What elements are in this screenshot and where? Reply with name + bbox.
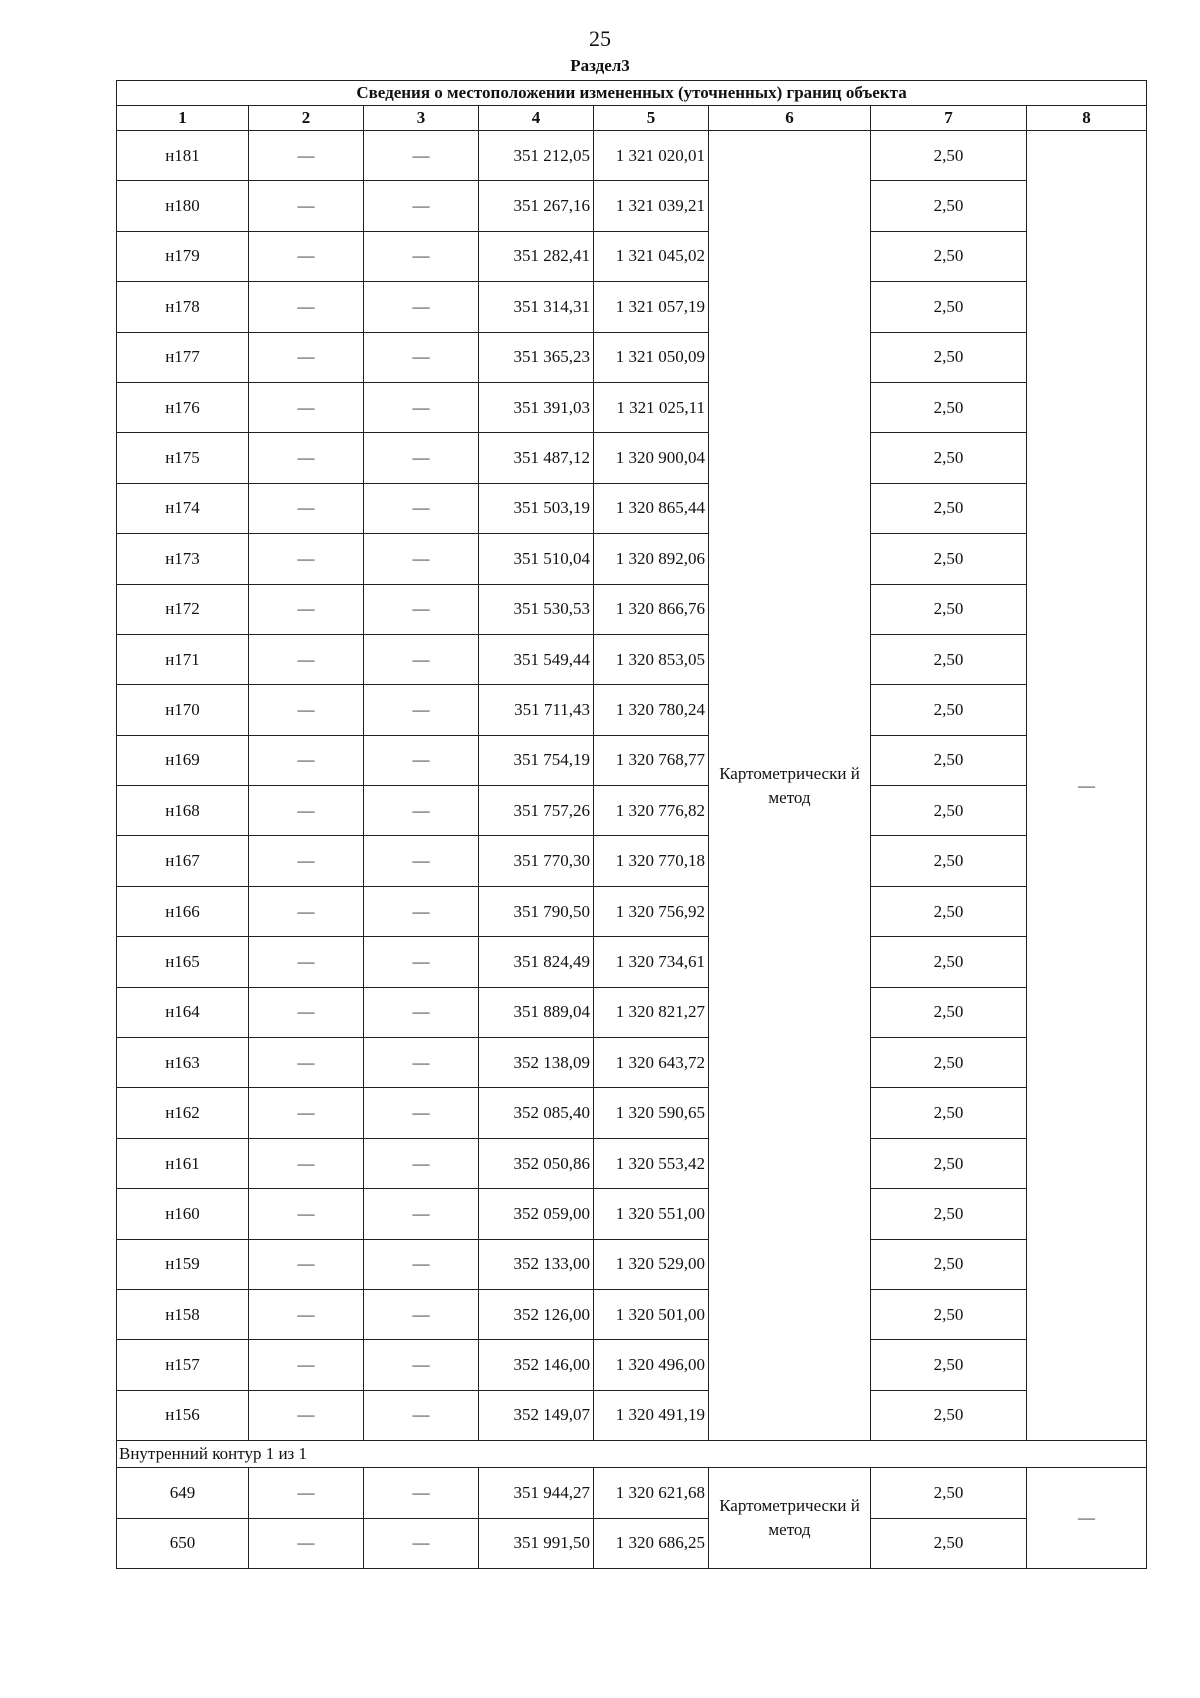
point-number-cell: н176: [117, 382, 249, 432]
point-number-cell: н167: [117, 836, 249, 886]
dash-cell: —: [249, 1340, 364, 1390]
boundary-table-container: [116, 80, 1146, 1569]
table-row: [117, 282, 1147, 332]
accuracy-cell: 2,50: [871, 231, 1027, 281]
y-coordinate-cell: 1 320 496,00: [594, 1340, 709, 1390]
dash-cell: —: [364, 332, 479, 382]
dash-cell: —: [249, 886, 364, 936]
dash-cell: —: [249, 836, 364, 886]
x-coordinate-cell: 351 282,41: [479, 231, 594, 281]
x-coordinate-cell: 351 790,50: [479, 886, 594, 936]
point-number-cell: н164: [117, 987, 249, 1037]
y-coordinate-cell: 1 321 057,19: [594, 282, 709, 332]
accuracy-cell: 2,50: [871, 634, 1027, 684]
table-row: [117, 332, 1147, 382]
point-number-cell: н165: [117, 937, 249, 987]
dash-cell: —: [249, 735, 364, 785]
method-cell: Картометрически й метод: [709, 131, 871, 1441]
accuracy-cell: 2,50: [871, 685, 1027, 735]
table-row: [117, 1468, 1147, 1518]
dash-cell: —: [249, 433, 364, 483]
dash-cell: —: [364, 231, 479, 281]
x-coordinate-cell: 352 085,40: [479, 1088, 594, 1138]
dash-cell: —: [249, 181, 364, 231]
accuracy-cell: 2,50: [871, 181, 1027, 231]
x-coordinate-cell: 351 212,05: [479, 131, 594, 181]
x-coordinate-cell: 351 503,19: [479, 483, 594, 533]
dash-cell: —: [364, 735, 479, 785]
x-coordinate-cell: 352 149,07: [479, 1390, 594, 1440]
y-coordinate-cell: 1 320 780,24: [594, 685, 709, 735]
accuracy-cell: 2,50: [871, 433, 1027, 483]
y-coordinate-cell: 1 320 853,05: [594, 634, 709, 684]
x-coordinate-cell: 351 549,44: [479, 634, 594, 684]
dash-cell: —: [364, 1289, 479, 1339]
dash-cell: —: [364, 786, 479, 836]
column-header-6: 6: [709, 106, 871, 131]
y-coordinate-cell: 1 321 045,02: [594, 231, 709, 281]
dash-cell: —: [364, 836, 479, 886]
dash-cell: —: [364, 1239, 479, 1289]
dash-cell: —: [364, 937, 479, 987]
table-row: [117, 685, 1147, 735]
x-coordinate-cell: 352 138,09: [479, 1038, 594, 1088]
y-coordinate-cell: 1 321 025,11: [594, 382, 709, 432]
table-caption: Сведения о местоположении измененных (уточненных) границ объекта: [117, 81, 1147, 106]
x-coordinate-cell: 351 267,16: [479, 181, 594, 231]
point-number-cell: н178: [117, 282, 249, 332]
point-number-cell: н170: [117, 685, 249, 735]
dash-cell: —: [249, 1289, 364, 1339]
dash-cell: —: [364, 685, 479, 735]
dash-cell: —: [249, 534, 364, 584]
table-row: [117, 937, 1147, 987]
dash-cell: —: [249, 1138, 364, 1188]
y-coordinate-cell: 1 320 865,44: [594, 483, 709, 533]
column-8-cell: —: [1027, 1468, 1147, 1569]
y-coordinate-cell: 1 321 050,09: [594, 332, 709, 382]
dash-cell: —: [249, 282, 364, 332]
accuracy-cell: 2,50: [871, 836, 1027, 886]
point-number-cell: н158: [117, 1289, 249, 1339]
x-coordinate-cell: 352 133,00: [479, 1239, 594, 1289]
dash-cell: —: [249, 483, 364, 533]
y-coordinate-cell: 1 320 892,06: [594, 534, 709, 584]
y-coordinate-cell: 1 320 643,72: [594, 1038, 709, 1088]
dash-cell: —: [364, 1390, 479, 1440]
dash-cell: —: [249, 1468, 364, 1518]
dash-cell: —: [364, 1518, 479, 1568]
dash-cell: —: [364, 382, 479, 432]
y-coordinate-cell: 1 320 821,27: [594, 987, 709, 1037]
table-row: [117, 1088, 1147, 1138]
column-header-8: 8: [1027, 106, 1147, 131]
point-number-cell: н168: [117, 786, 249, 836]
table-row: [117, 987, 1147, 1037]
accuracy-cell: 2,50: [871, 1239, 1027, 1289]
x-coordinate-cell: 352 059,00: [479, 1189, 594, 1239]
dash-cell: —: [364, 1189, 479, 1239]
x-coordinate-cell: 352 126,00: [479, 1289, 594, 1339]
column-8-cell: —: [1027, 131, 1147, 1441]
dash-cell: —: [364, 1088, 479, 1138]
accuracy-cell: 2,50: [871, 1340, 1027, 1390]
dash-cell: —: [249, 634, 364, 684]
table-row: [117, 1340, 1147, 1390]
accuracy-cell: 2,50: [871, 1189, 1027, 1239]
dash-cell: —: [364, 584, 479, 634]
table-row: [117, 1038, 1147, 1088]
point-number-cell: н172: [117, 584, 249, 634]
dash-cell: —: [249, 584, 364, 634]
x-coordinate-cell: 351 711,43: [479, 685, 594, 735]
point-number-cell: н157: [117, 1340, 249, 1390]
dash-cell: —: [364, 987, 479, 1037]
y-coordinate-cell: 1 321 020,01: [594, 131, 709, 181]
accuracy-cell: 2,50: [871, 1088, 1027, 1138]
x-coordinate-cell: 351 365,23: [479, 332, 594, 382]
y-coordinate-cell: 1 320 734,61: [594, 937, 709, 987]
accuracy-cell: 2,50: [871, 534, 1027, 584]
y-coordinate-cell: 1 320 866,76: [594, 584, 709, 634]
dash-cell: —: [249, 382, 364, 432]
point-number-cell: н180: [117, 181, 249, 231]
accuracy-cell: 2,50: [871, 382, 1027, 432]
accuracy-cell: 2,50: [871, 1468, 1027, 1518]
point-number-cell: н181: [117, 131, 249, 181]
y-coordinate-cell: 1 320 686,25: [594, 1518, 709, 1568]
point-number-cell: н159: [117, 1239, 249, 1289]
accuracy-cell: 2,50: [871, 735, 1027, 785]
page-number: 25: [589, 26, 611, 51]
table-row: [117, 131, 1147, 181]
point-number-cell: н160: [117, 1189, 249, 1239]
table-row: [117, 382, 1147, 432]
dash-cell: —: [249, 1390, 364, 1440]
dash-cell: —: [249, 987, 364, 1037]
y-coordinate-cell: 1 320 553,42: [594, 1138, 709, 1188]
x-coordinate-cell: 351 530,53: [479, 584, 594, 634]
x-coordinate-cell: 351 391,03: [479, 382, 594, 432]
table-row: [117, 1138, 1147, 1188]
dash-cell: —: [249, 1518, 364, 1568]
column-header-2: 2: [249, 106, 364, 131]
table-row: [117, 735, 1147, 785]
y-coordinate-cell: 1 320 770,18: [594, 836, 709, 886]
table-row: [117, 231, 1147, 281]
table-row: [117, 181, 1147, 231]
accuracy-cell: 2,50: [871, 987, 1027, 1037]
x-coordinate-cell: 351 991,50: [479, 1518, 594, 1568]
x-coordinate-cell: 351 770,30: [479, 836, 594, 886]
x-coordinate-cell: 351 889,04: [479, 987, 594, 1037]
point-number-cell: н166: [117, 886, 249, 936]
x-coordinate-cell: 351 487,12: [479, 433, 594, 483]
point-number-cell: н175: [117, 433, 249, 483]
y-coordinate-cell: 1 320 768,77: [594, 735, 709, 785]
table-row: [117, 534, 1147, 584]
y-coordinate-cell: 1 320 776,82: [594, 786, 709, 836]
dash-cell: —: [364, 886, 479, 936]
inner-contour-label: Внутренний контур 1 из 1: [117, 1441, 1147, 1468]
y-coordinate-cell: 1 320 501,00: [594, 1289, 709, 1339]
table-row: [117, 1239, 1147, 1289]
y-coordinate-cell: 1 320 590,65: [594, 1088, 709, 1138]
dash-cell: —: [249, 786, 364, 836]
table-row: [117, 433, 1147, 483]
section-title: Раздел3: [570, 56, 630, 75]
table-row: [117, 1189, 1147, 1239]
accuracy-cell: 2,50: [871, 1138, 1027, 1188]
dash-cell: —: [364, 534, 479, 584]
point-number-cell: н156: [117, 1390, 249, 1440]
point-number-cell: 649: [117, 1468, 249, 1518]
dash-cell: —: [364, 1138, 479, 1188]
dash-cell: —: [249, 1088, 364, 1138]
table-row: [117, 786, 1147, 836]
accuracy-cell: 2,50: [871, 1390, 1027, 1440]
table-row: [117, 584, 1147, 634]
column-header-4: 4: [479, 106, 594, 131]
dash-cell: —: [364, 483, 479, 533]
table-row: [117, 886, 1147, 936]
column-header-7: 7: [871, 106, 1027, 131]
x-coordinate-cell: 351 757,26: [479, 786, 594, 836]
accuracy-cell: 2,50: [871, 786, 1027, 836]
point-number-cell: н169: [117, 735, 249, 785]
dash-cell: —: [249, 937, 364, 987]
accuracy-cell: 2,50: [871, 332, 1027, 382]
point-number-cell: н163: [117, 1038, 249, 1088]
column-header-3: 3: [364, 106, 479, 131]
dash-cell: —: [249, 685, 364, 735]
point-number-cell: н171: [117, 634, 249, 684]
accuracy-cell: 2,50: [871, 483, 1027, 533]
y-coordinate-cell: 1 320 529,00: [594, 1239, 709, 1289]
y-coordinate-cell: 1 320 756,92: [594, 886, 709, 936]
dash-cell: —: [364, 433, 479, 483]
column-header-5: 5: [594, 106, 709, 131]
table-row: [117, 634, 1147, 684]
x-coordinate-cell: 352 050,86: [479, 1138, 594, 1188]
table-row: [117, 836, 1147, 886]
dash-cell: —: [364, 1038, 479, 1088]
inner-contour-row: [117, 1441, 1147, 1468]
accuracy-cell: 2,50: [871, 131, 1027, 181]
y-coordinate-cell: 1 320 621,68: [594, 1468, 709, 1518]
table-row: [117, 483, 1147, 533]
point-number-cell: 650: [117, 1518, 249, 1568]
x-coordinate-cell: 351 754,19: [479, 735, 594, 785]
table-row: [117, 1289, 1147, 1339]
dash-cell: —: [364, 282, 479, 332]
dash-cell: —: [249, 131, 364, 181]
y-coordinate-cell: 1 320 900,04: [594, 433, 709, 483]
x-coordinate-cell: 351 824,49: [479, 937, 594, 987]
table-row: [117, 1518, 1147, 1568]
point-number-cell: н161: [117, 1138, 249, 1188]
accuracy-cell: 2,50: [871, 584, 1027, 634]
dash-cell: —: [249, 231, 364, 281]
y-coordinate-cell: 1 320 551,00: [594, 1189, 709, 1239]
dash-cell: —: [364, 131, 479, 181]
x-coordinate-cell: 351 944,27: [479, 1468, 594, 1518]
x-coordinate-cell: 352 146,00: [479, 1340, 594, 1390]
dash-cell: —: [249, 1038, 364, 1088]
column-header-1: 1: [117, 106, 249, 131]
point-number-cell: н179: [117, 231, 249, 281]
x-coordinate-cell: 351 510,04: [479, 534, 594, 584]
accuracy-cell: 2,50: [871, 1038, 1027, 1088]
accuracy-cell: 2,50: [871, 886, 1027, 936]
point-number-cell: н173: [117, 534, 249, 584]
point-number-cell: н174: [117, 483, 249, 533]
point-number-cell: н162: [117, 1088, 249, 1138]
accuracy-cell: 2,50: [871, 937, 1027, 987]
y-coordinate-cell: 1 321 039,21: [594, 181, 709, 231]
dash-cell: —: [364, 181, 479, 231]
dash-cell: —: [364, 1340, 479, 1390]
y-coordinate-cell: 1 320 491,19: [594, 1390, 709, 1440]
dash-cell: —: [249, 332, 364, 382]
boundary-coordinates-table: [116, 80, 1147, 1569]
dash-cell: —: [364, 1468, 479, 1518]
accuracy-cell: 2,50: [871, 282, 1027, 332]
method-cell: Картометрически й метод: [709, 1468, 871, 1569]
accuracy-cell: 2,50: [871, 1289, 1027, 1339]
accuracy-cell: 2,50: [871, 1518, 1027, 1568]
dash-cell: —: [249, 1189, 364, 1239]
x-coordinate-cell: 351 314,31: [479, 282, 594, 332]
table-row: [117, 1390, 1147, 1440]
dash-cell: —: [364, 634, 479, 684]
point-number-cell: н177: [117, 332, 249, 382]
dash-cell: —: [249, 1239, 364, 1289]
